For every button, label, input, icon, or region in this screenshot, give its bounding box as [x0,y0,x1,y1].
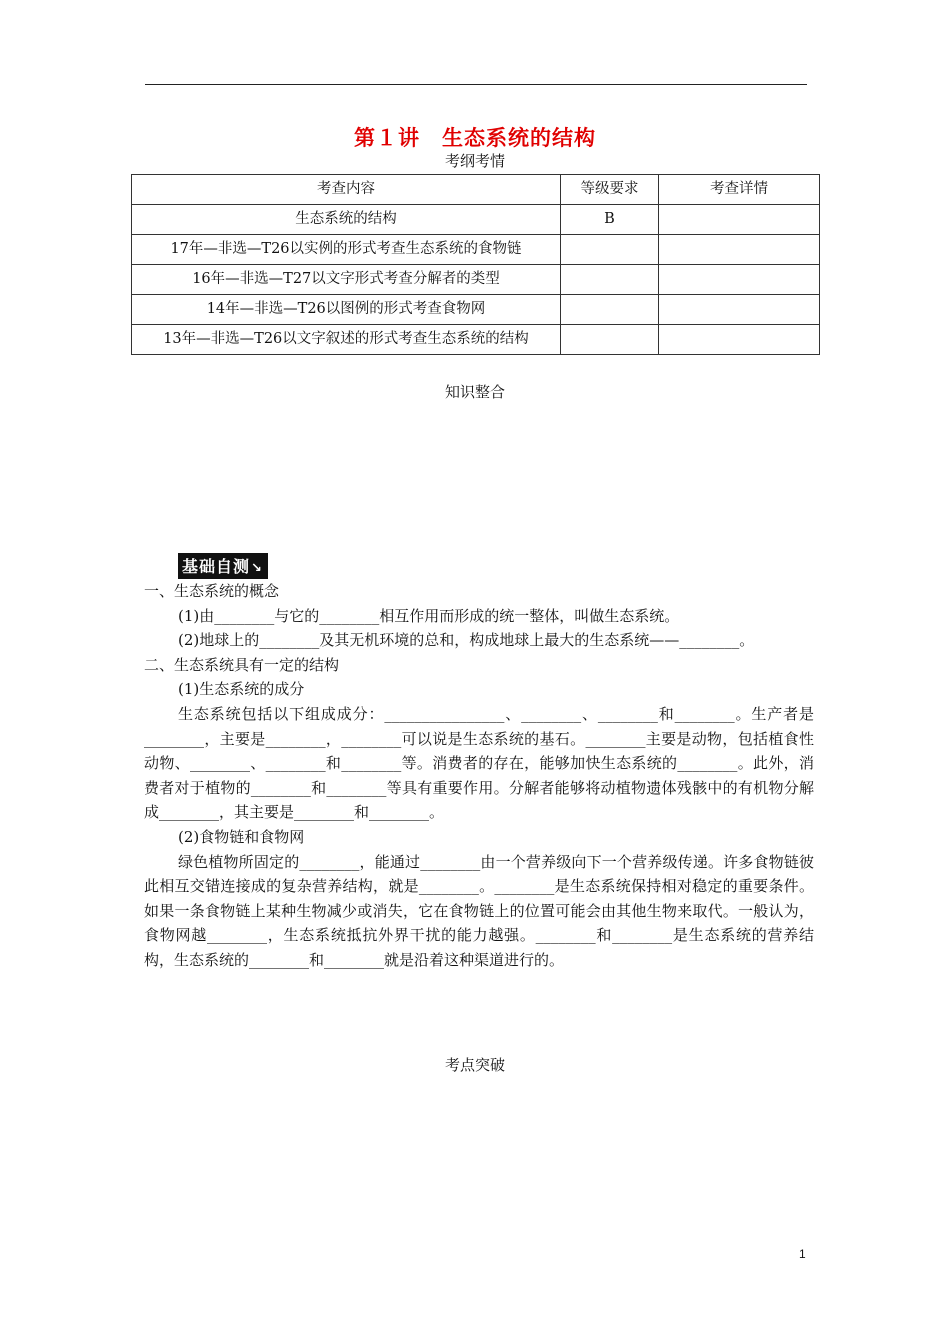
table-cell-content: 14年—非选—T26以图例的形式考查食物网 [132,295,561,325]
table-row [132,205,820,235]
table-cell-detail [659,265,820,295]
section-key-points-heading: 考点突破 [444,1056,505,1074]
table-cell-detail [659,205,820,235]
table-header-cell: 考查详情 [659,175,820,205]
table-header-row [132,175,820,205]
badge-label: 基础自测 [182,557,251,576]
table-cell-content: 13年—非选—T26以文字叙述的形式考查生态系统的结构 [132,325,561,355]
table-cell-content: 生态系统的结构 [132,205,561,235]
arrow-icon: ↘ [251,561,263,576]
section-heading: 一、生态系统的概念 [144,582,280,600]
header-rule [145,84,807,85]
basic-self-test-badge [178,553,268,579]
subsection-heading: (2)食物链和食物网 [178,827,305,846]
outline-table [131,174,820,355]
section-heading: 二、生态系统具有一定的结构 [144,655,340,674]
table-header-cell: 等级要求 [561,175,659,205]
table-header-cell: 考查内容 [132,175,561,205]
page-number: 1 [799,1247,806,1261]
table-cell-detail [659,325,820,355]
paragraph: (1)由________与它的________相互作用而形成的统一整体，叫做生态系统。 [178,606,680,625]
page-title: 第１讲 生态系统的结构 [354,126,596,150]
table-cell-level [561,325,659,355]
table-cell-detail [659,235,820,265]
paragraph: (2)地球上的________及其无机环境的总和，构成地球上最大的生态系统——________。 [178,631,755,650]
table-row [132,295,820,325]
table-cell-level: B [561,205,659,235]
paragraph: 生态系统包括以下组成成分：________________、________、________和________。生产者是________，主要是________，________可以说是生态系统的基石。________主要是动物，包括植食性动物、________、________和________等。消费者的存在，能够加快生态系统的________。此外，消费者对于植物的________和________等具有重要作用。分解者能够将动植物遗体残骸中的有机物分解成________，其主要是________和________。 [144,704,814,822]
subsection-heading: (1)生态系统的成分 [178,680,305,699]
outline-heading: 考纲考情 [444,152,505,170]
table-row [132,265,820,295]
table-cell-content: 17年—非选—T26以实例的形式考查生态系统的食物链 [132,235,561,265]
table-cell-level [561,295,659,325]
section-knowledge-heading: 知识整合 [444,383,505,401]
table-cell-level [561,235,659,265]
exercise-body [144,579,814,973]
paragraph: 绿色植物所固定的________，能通过________由一个营养级向下一个营养级传递。许多食物链彼此相互交错连接成的复杂营养结构，就是________。________是生态系统保持相对稳定的重要条件。如果一条食物链上某种生物减少或消失，它在食物链上的位置可能会由其他生物来取代。一般认为，食物网越________，生态系统抵抗外界干扰的能力越强。________和________是生态系统的营养结构，生态系统的________和________就是沿着这种渠道进行的。 [144,852,814,969]
table-cell-level [561,265,659,295]
table-cell-detail [659,295,820,325]
table-row [132,325,820,355]
table-row [132,235,820,265]
table-cell-content: 16年—非选—T27以文字形式考查分解者的类型 [132,265,561,295]
